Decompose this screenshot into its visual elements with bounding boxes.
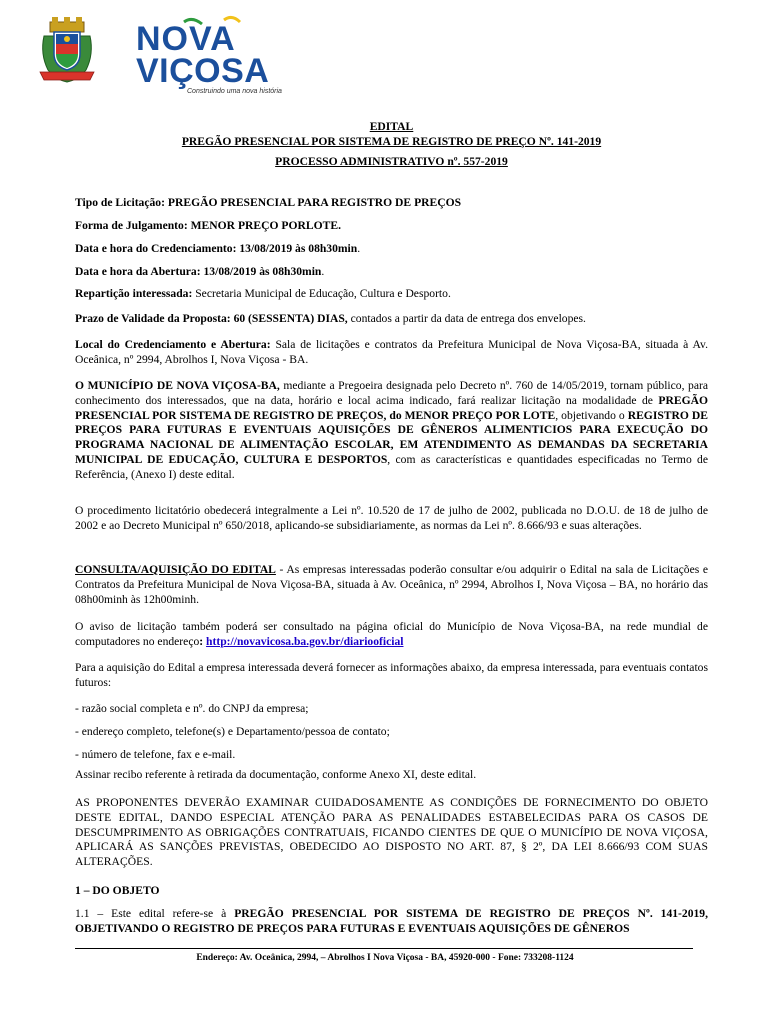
diario-oficial-link[interactable]: http://novavicosa.ba.gov.br/diariooficial: [206, 634, 404, 648]
paragraph-objeto: 1.1 – Este edital refere-se à PREGÃO PRESENCIAL POR SISTEMA DE REGISTRO DE PREÇOS Nº. 141-2019, OBJETIVANDO O REGISTRO DE PREÇOS PARA FUTURAS E EVENTUAIS AQUISIÇÕES DE GÊNEROS: [75, 907, 708, 935]
list-item: - endereço completo, telefone(s) e Departamento/pessoa de contato;: [75, 725, 390, 738]
list-item: - número de telefone, fax e e-mail.: [75, 748, 236, 761]
brand-wordmark: [132, 14, 292, 96]
field-reparticao: Repartição interessada: Secretaria Municipal de Educação, Cultura e Desporto.: [75, 287, 451, 300]
footer-divider: [75, 948, 693, 949]
footer-address: Endereço: Av. Oceânica, 2994, – Abrolhos I Nova Viçosa - BA, 45920-000 - Fone: 733208-1124: [196, 953, 574, 963]
paragraph-procedimento: O procedimento licitatório obedecerá integralmente a Lei nº. 10.520 de 17 de julho de 2002, publicada no D.O.U. de 18 de julho de 2002 e ao Decreto Municipal nº 650/2018, aplicando-se subsidiariamente, as normas da Lei nº. 8.666/93 e suas alterações.: [75, 504, 708, 532]
brand-slogan: Construindo uma nova história: [187, 88, 282, 95]
doc-title: EDITAL: [369, 120, 414, 133]
process-number: PROCESSO ADMINISTRATIVO nº. 557-2019: [275, 155, 508, 168]
brand-line2: VIÇOSA: [136, 52, 270, 90]
field-abertura: Data e hora da Abertura: 13/08/2019 às 08h30min.: [75, 265, 325, 278]
field-forma: Forma de Julgamento: MENOR PREÇO PORLOTE.: [75, 219, 342, 232]
list-item: - razão social completa e nº. do CNPJ da empresa;: [75, 702, 309, 715]
doc-subtitle: PREGÃO PRESENCIAL POR SISTEMA DE REGISTRO DE PREÇO Nº. 141-2019: [181, 135, 602, 148]
field-credenciamento: Data e hora do Credenciamento: 13/08/2019 às 08h30min.: [75, 242, 361, 255]
field-prazo: Prazo de Validade da Proposta: 60 (SESSENTA) DIAS, contados a partir da data de entrega dos envelopes.: [75, 312, 586, 325]
field-tipo: Tipo de Licitação: PREGÃO PRESENCIAL PARA REGISTRO DE PREÇOS: [75, 196, 462, 209]
paragraph-recibo: Assinar recibo referente à retirada da documentação, conforme Anexo XI, deste edital.: [75, 768, 477, 781]
nova-vicosa-brand: [132, 14, 292, 96]
coat-of-arms-logo: [36, 14, 98, 84]
paragraph-aquisicao: Para a aquisição do Edital a empresa interessada deverá fornecer as informações abaixo, da empresa interessada, para eventuais contatos futuros:: [75, 661, 708, 689]
paragraph-aviso: O aviso de licitação também poderá ser consultado na página oficial do Município de Nova Viçosa-BA, na rede mundial de computadores no endereço: http://novavicosa.ba.gov.br/diariooficial: [75, 620, 708, 648]
section-heading-objeto: 1 – DO OBJETO: [75, 884, 160, 897]
paragraph-municipio: O MUNICÍPIO DE NOVA VIÇOSA-BA, mediante a Pregoeira designada pelo Decreto nº. 760 de 14/05/2019, tornam público, para conhecimento dos interessados, que na data, horário e local acima indicado, fará realizar licitação na modalidade de PREGÃO PRESENCIAL POR SISTEMA DE REGISTRO DE PREÇOS, do MENOR PREÇO POR LOTE, objetivando o REGISTRO DE PREÇOS PARA FUTURAS E EVENTUAIS AQUISIÇÕES DE GÊNEROS ALIMENTICIOS PARA EXECUÇÃO DO PROGRAMA NACIONAL DE ALIMENTAÇÃO ESCOLAR, EM ATENDIMENTO AS DEMANDAS DA SECRETARIA MUNICIPAL DE EDUCAÇÃO, CULTURA E DESPORTOS, com as características e quantidades especificadas no Termo de Referência, (Anexo I) deste edital.: [75, 379, 709, 481]
paragraph-consulta: CONSULTA/AQUISIÇÃO DO EDITAL - As empresas interessadas poderão consultar e/ou adquirir o Edital na sala de Licitações e Contratos da Prefeitura Municipal de Nova Viçosa-BA, situada à Av. Oceânica, nº 2994, Abrolhos I, Nova Viçosa – BA, no horário das 08h00minh às 12h00minh.: [75, 563, 708, 606]
brand-line1: NOVA: [136, 20, 236, 58]
paragraph-proponentes: AS PROPONENTES DEVERÃO EXAMINAR CUIDADOSAMENTE AS CONDIÇÕES DE FORNECIMENTO DO OBJETO DESTE EDITAL, DANDO ESPECIAL ATENÇÃO PARA AS PENALIDADES ESTABELECIDAS PARA OS CASOS DE DESCUMPRIMENTO AS OBRIGAÇÕES CONTRATUAIS, FICANDO CIENTES DE QUE O MUNICÍPIO DE NOVA VIÇOSA, APLICARÁ AS SANÇÕES PREVISTAS, OBEDECIDO AO DISPOSTO NO ART. 87, § 2º, DA LEI 8.666/93 COM SUAS ALTERAÇÕES.: [75, 796, 708, 869]
field-local: Local do Credenciamento e Abertura: Sala de licitações e contratos da Prefeitura Municipal de Nova Viçosa-BA, situada à Av. Oceânica, nº 2994, Abrolhos I, Nova Viçosa - BA.: [75, 338, 708, 366]
